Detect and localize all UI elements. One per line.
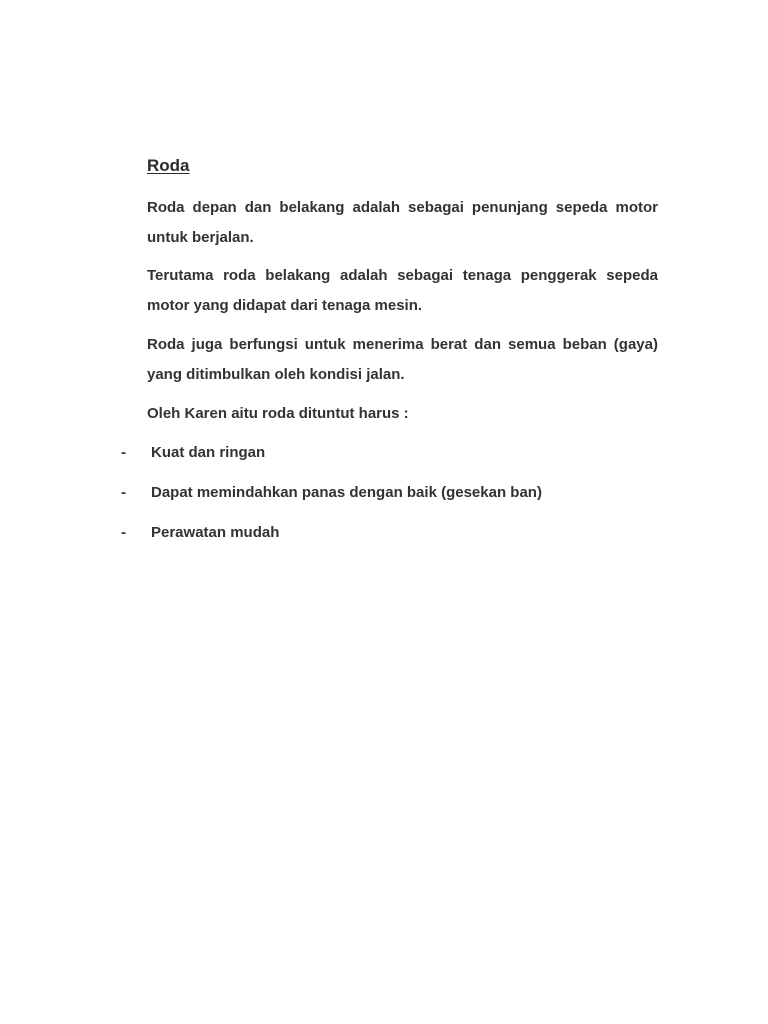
bullet-dash: - xyxy=(121,444,126,461)
bullet-dash: - xyxy=(121,524,126,541)
paragraph: Roda depan dan belakang adalah sebagai penunjang sepeda motor untuk berjalan. xyxy=(147,199,658,246)
list-item xyxy=(121,484,681,506)
list-item-text: Dapat memindahkan panas dengan baik (gesekan ban) xyxy=(151,484,542,501)
paragraph: Oleh Karen aitu roda dituntut harus : xyxy=(147,405,409,422)
list-item xyxy=(121,524,681,546)
bullet-dash: - xyxy=(121,484,126,501)
paragraph: Terutama roda belakang adalah sebagai tenaga penggerak sepeda motor yang didapat dari tenaga mesin. xyxy=(147,267,658,314)
list-item-text: Perawatan mudah xyxy=(151,524,280,541)
section-heading: Roda xyxy=(147,156,190,175)
list-item-text: Kuat dan ringan xyxy=(151,444,266,461)
paragraph: Roda juga berfungsi untuk menerima berat dan semua beban (gaya) yang ditimbulkan oleh kondisi jalan. xyxy=(147,336,658,383)
list-item xyxy=(121,444,681,466)
